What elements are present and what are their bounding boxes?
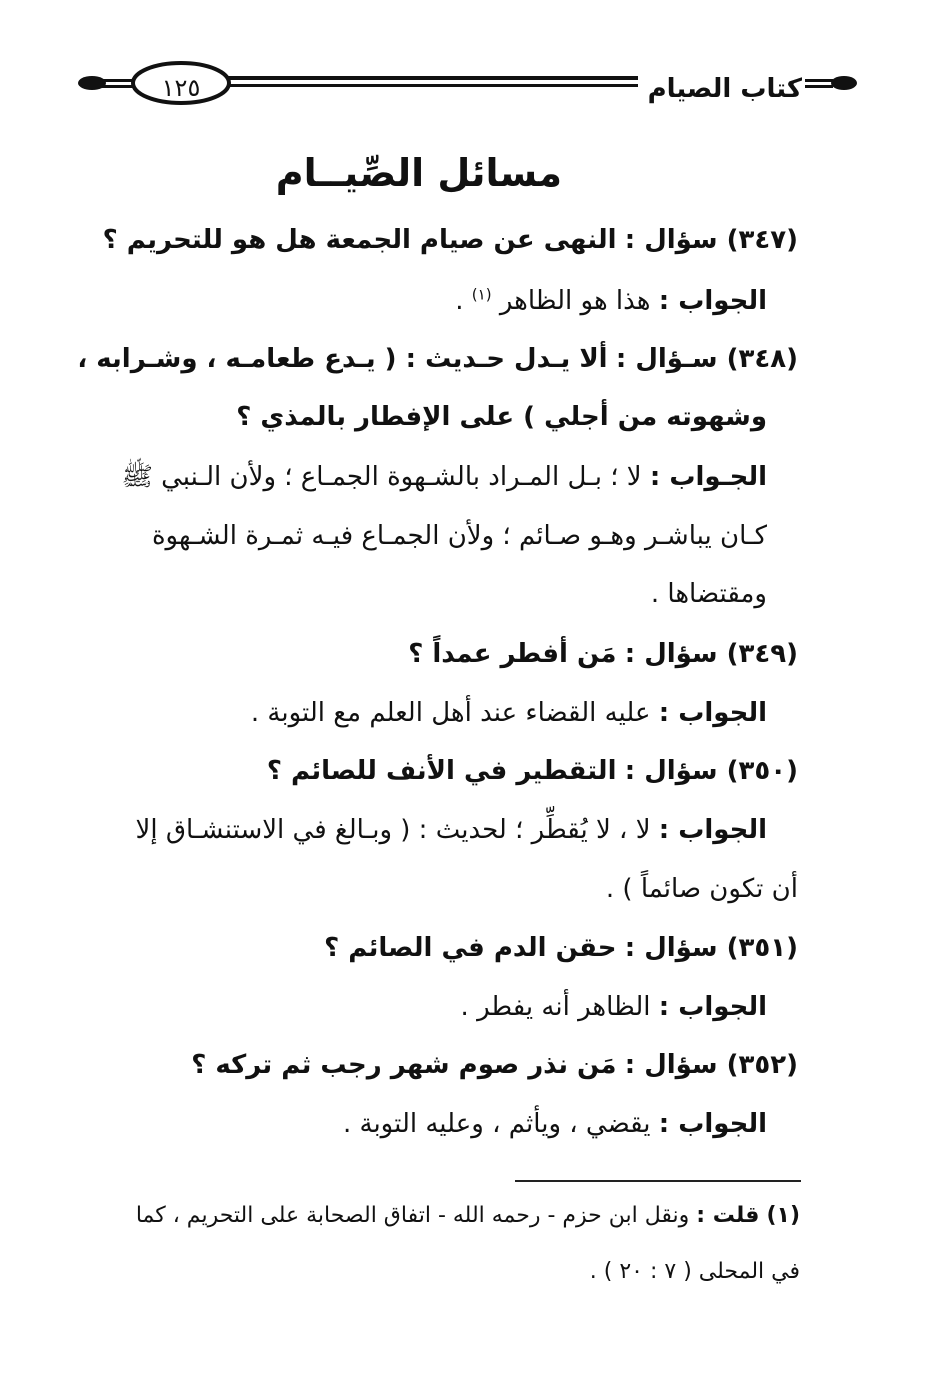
answer-347: [455, 283, 767, 319]
answer-350-line2: أن تكون صائماً ) .: [605, 874, 798, 904]
question-text: مَن أفطر عمداً ؟: [408, 639, 617, 669]
question-text: ألا يـدل حـديث : ( يـدع طعامـه ، وشـرابه ،: [77, 344, 608, 374]
answer-350: [136, 812, 767, 848]
question-348-line2: وشهوته من أجلي ) على الإفطار بالمذي ؟: [236, 402, 767, 432]
footnote-text: ونقل ابن حزم - رحمه الله - اتفاق الصحابة على التحريم ، كما: [135, 1203, 690, 1228]
answer-label: الجـواب :: [649, 462, 767, 492]
answer-text: لا ؛ بـل المـراد بالشـهوة الجمـاع ؛ ولأن الـنبي ﷺ: [121, 462, 642, 492]
answer-348: [121, 459, 767, 495]
answer-text: عليه القضاء عند أهل العلم مع التوبة .: [250, 698, 651, 728]
question-347: [103, 222, 798, 258]
answer-text: الظاهر أنه يفطر .: [460, 992, 651, 1022]
answer-349: [251, 695, 767, 731]
answer-348-line2: كـان يباشـر وهـو صـائم ؛ ولأن الجمـاع فيـه ثمـرة الشـهوة: [151, 521, 767, 551]
answer-label: الجواب :: [658, 1109, 767, 1139]
page-title: مسائل الصِّيــام: [275, 151, 562, 195]
question-text: النهى عن صيام الجمعة هل هو للتحريم ؟: [102, 225, 617, 255]
question-text: مَن نذر صوم شهر رجب ثم تركه ؟: [191, 1050, 617, 1080]
answer-351: [461, 989, 767, 1025]
question-label: (٣٥٠) سؤال :: [624, 756, 798, 786]
answer-tail: .: [455, 286, 464, 316]
footnote-line-2: في المحلى ( ٧ : ٢٠ ) .: [589, 1259, 800, 1284]
question-label: (٣٤٧) سؤال :: [624, 225, 798, 255]
question-text: حقن الدم في الصائم ؟: [324, 933, 617, 963]
question-label: (٣٥٢) سؤال :: [624, 1050, 798, 1080]
answer-text: يقضي ، ويأثم ، وعليه التوبة .: [342, 1109, 651, 1139]
footnote-divider: [515, 1180, 801, 1182]
answer-348-line3: ومقتضاها .: [650, 579, 767, 609]
question-label: (٣٤٩) سؤال :: [624, 639, 798, 669]
question-348: [77, 341, 798, 377]
footnote-line-1: [136, 1200, 800, 1232]
answer-label: الجواب :: [658, 815, 767, 845]
answer-text: هذا هو الظاهر: [499, 286, 651, 316]
question-text: التقطير في الأنف للصائم ؟: [266, 756, 617, 786]
answer-label: الجواب :: [658, 698, 767, 728]
question-label: (٣٤٨) سـؤال :: [615, 344, 798, 374]
footnote-ref: (١): [471, 285, 492, 304]
running-head: كتاب الصيام: [647, 74, 802, 104]
answer-text: لا ، لا يُقطِّر ؛ لحديث : ( وبـالغ في الاستنشـاق إلا: [135, 815, 651, 845]
question-351: [324, 930, 798, 966]
answer-label: الجواب :: [658, 992, 767, 1022]
answer-352: [343, 1106, 767, 1142]
question-352: [191, 1047, 798, 1083]
question-349: [408, 636, 798, 672]
footnote-label: قلت :: [696, 1203, 760, 1228]
question-350: [267, 753, 798, 789]
answer-label: الجواب :: [658, 286, 767, 316]
page-number: ١٢٥: [161, 74, 201, 102]
footnote-marker: (١): [766, 1203, 800, 1228]
question-label: (٣٥١) سؤال :: [624, 933, 798, 963]
